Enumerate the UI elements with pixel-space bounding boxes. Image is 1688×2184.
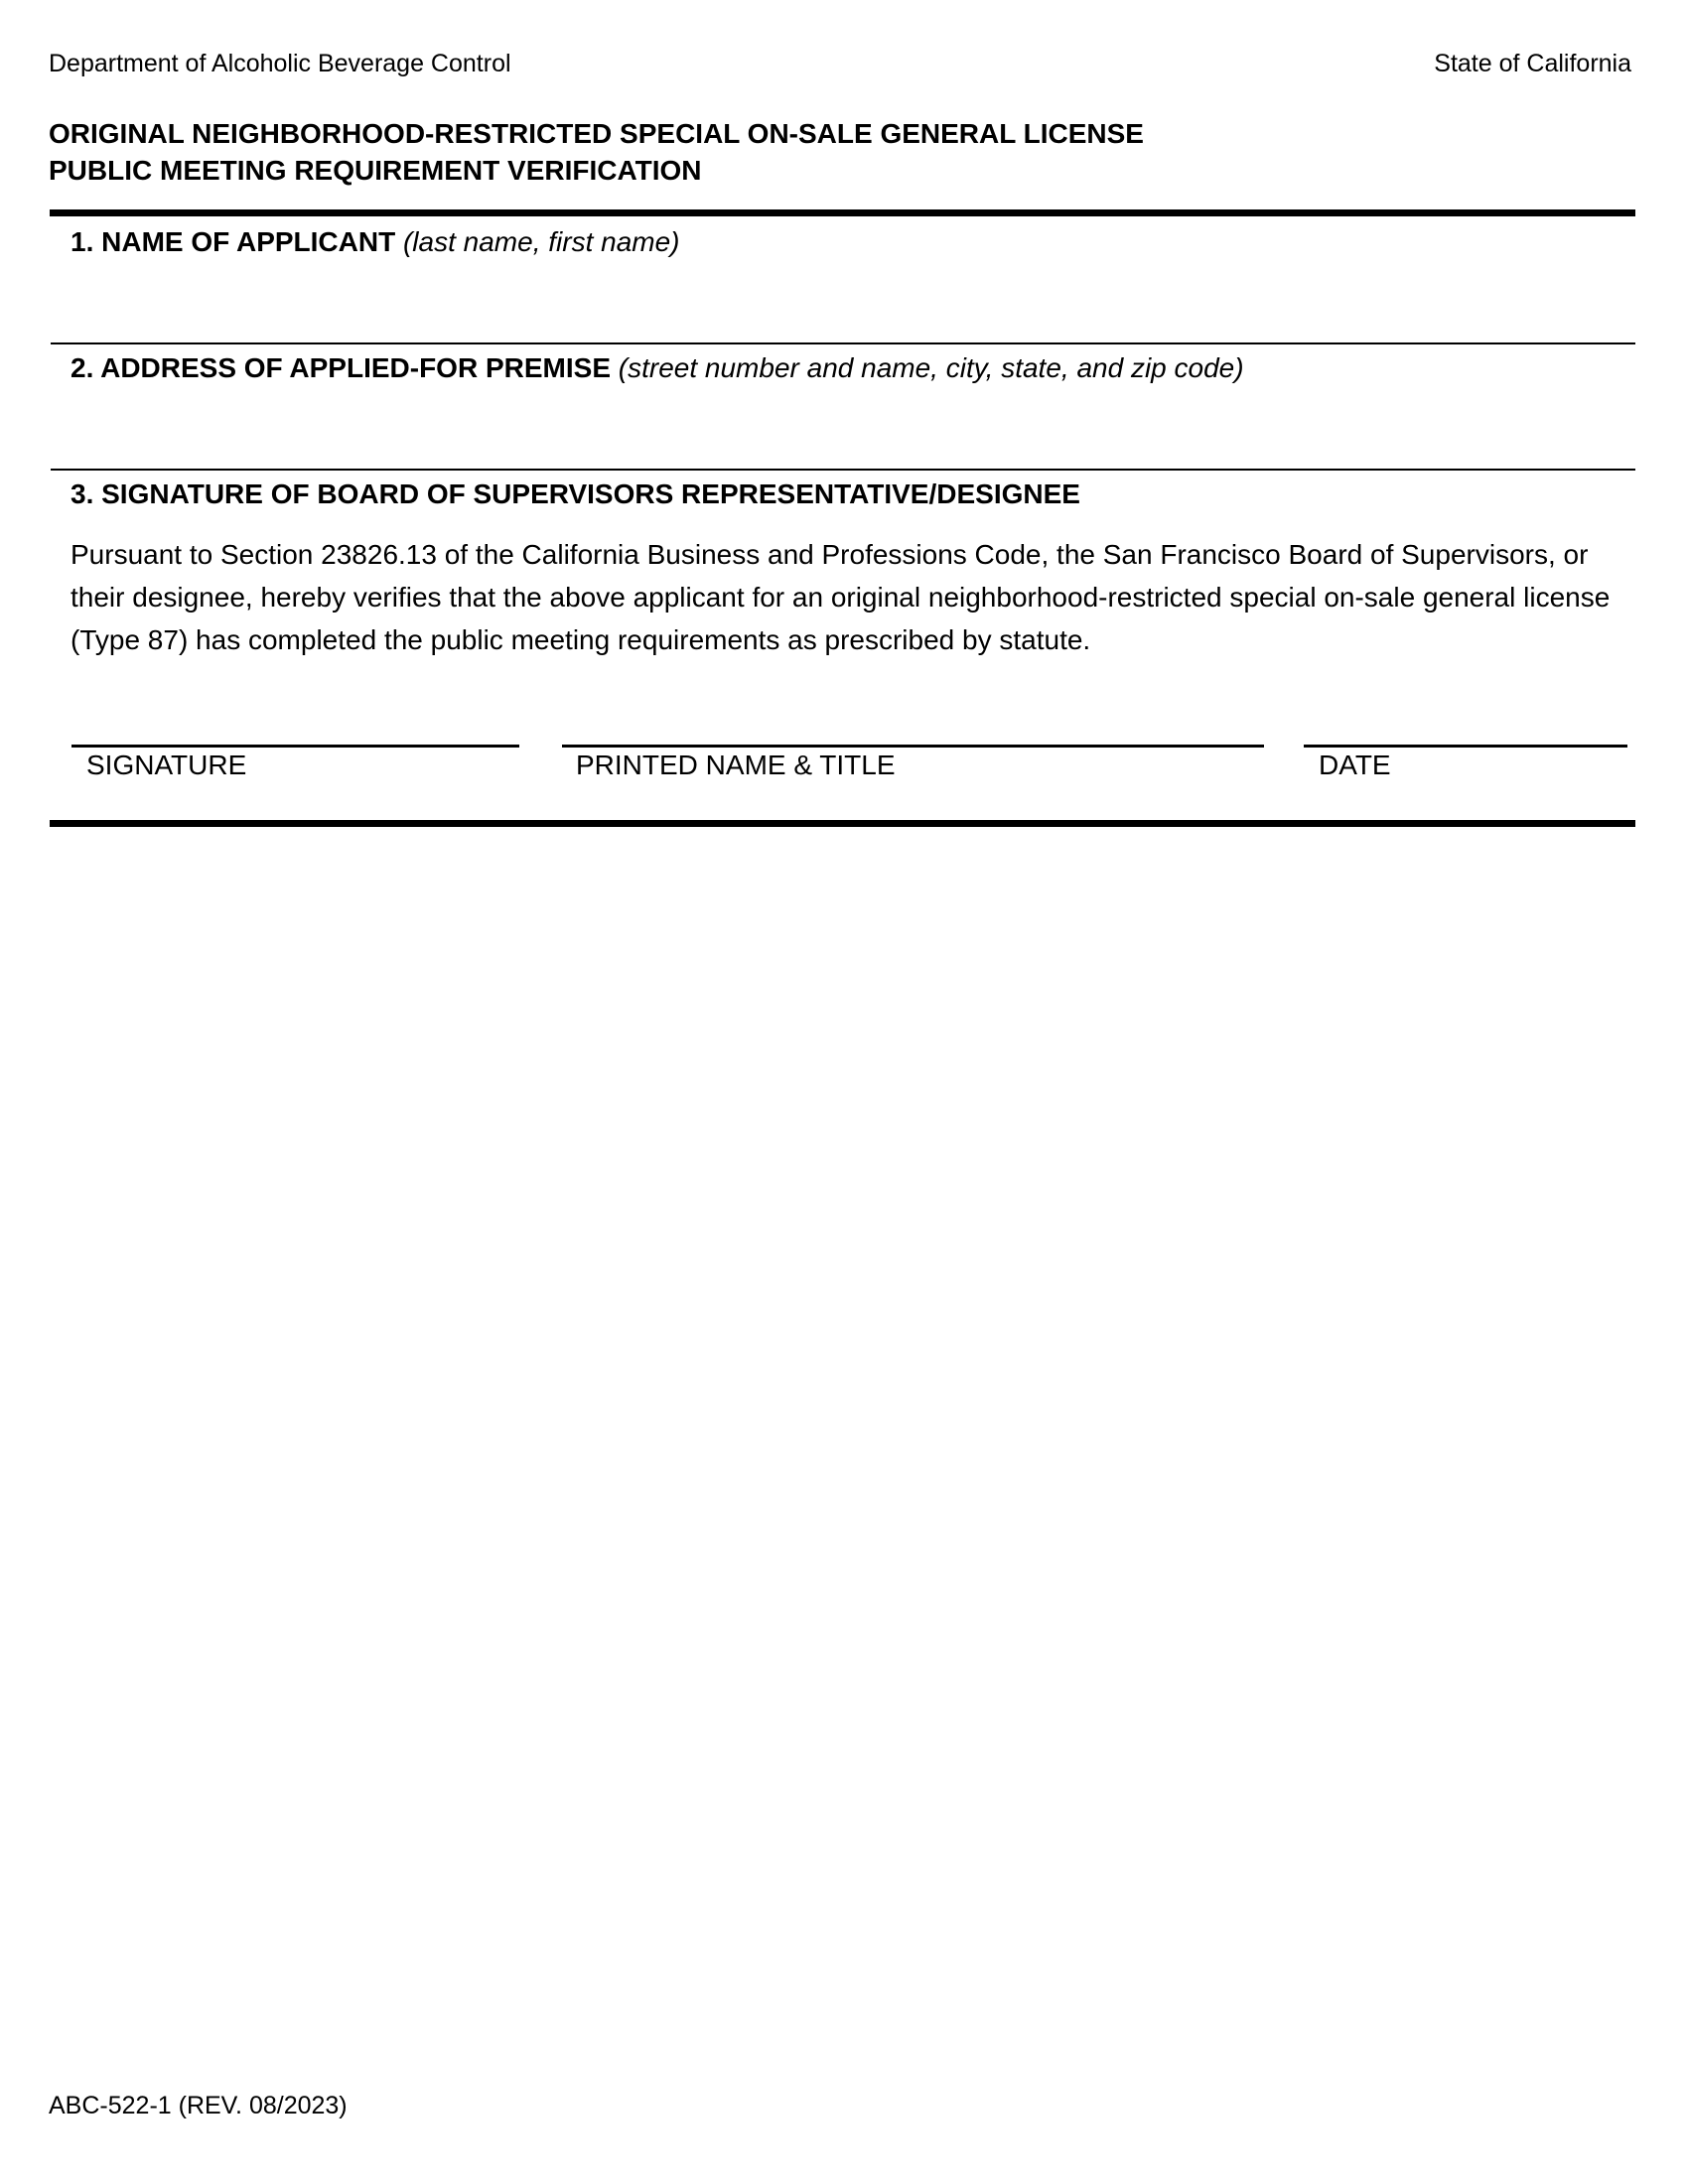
date-line[interactable] [1304, 745, 1627, 748]
bottom-divider [50, 820, 1635, 827]
premise-address-field[interactable] [51, 392, 1635, 466]
applicant-name-field[interactable] [51, 266, 1635, 340]
premise-address-label [70, 352, 1244, 384]
applicant-name-label-text: 1. NAME OF APPLICANT [70, 226, 396, 257]
section-1-divider [51, 342, 1635, 344]
premise-address-hint: (street number and name, city, state, and zip code) [618, 352, 1244, 383]
form-title-line1: ORIGINAL NEIGHBORHOOD-RESTRICTED SPECIAL ON-SALE GENERAL LICENSE [49, 118, 1144, 149]
board-signature-label: 3. SIGNATURE OF BOARD OF SUPERVISORS REPRESENTATIVE/DESIGNEE [70, 478, 1080, 509]
printed-name-line[interactable] [562, 745, 1264, 748]
agency-name: Department of Alcoholic Beverage Control [49, 50, 511, 77]
date-field-label: DATE [1319, 750, 1391, 780]
form-title-line2: PUBLIC MEETING REQUIREMENT VERIFICATION [49, 155, 702, 186]
section-2-divider [51, 469, 1635, 471]
signature-line[interactable] [71, 745, 519, 748]
applicant-name-label [70, 226, 680, 258]
form-title [49, 115, 1144, 189]
printed-name-field-label: PRINTED NAME & TITLE [576, 750, 896, 780]
applicant-name-hint: (last name, first name) [402, 226, 680, 257]
top-divider [50, 209, 1635, 216]
verification-statement: Pursuant to Section 23826.13 of the California Business and Professions Code, the San Francisco Board of Supervisors, or their designee, hereby verifies that the above applicant for an original neighborhood-restricted special on-sale general license (Type 87) has completed the public meeting requirements as prescribed by statute. [70, 539, 1611, 655]
state-name: State of California [1434, 50, 1631, 77]
form-id: ABC-522-1 (REV. 08/2023) [49, 2092, 348, 2119]
signature-field-label: SIGNATURE [86, 750, 247, 780]
premise-address-label-text: 2. ADDRESS OF APPLIED-FOR PREMISE [70, 352, 611, 383]
